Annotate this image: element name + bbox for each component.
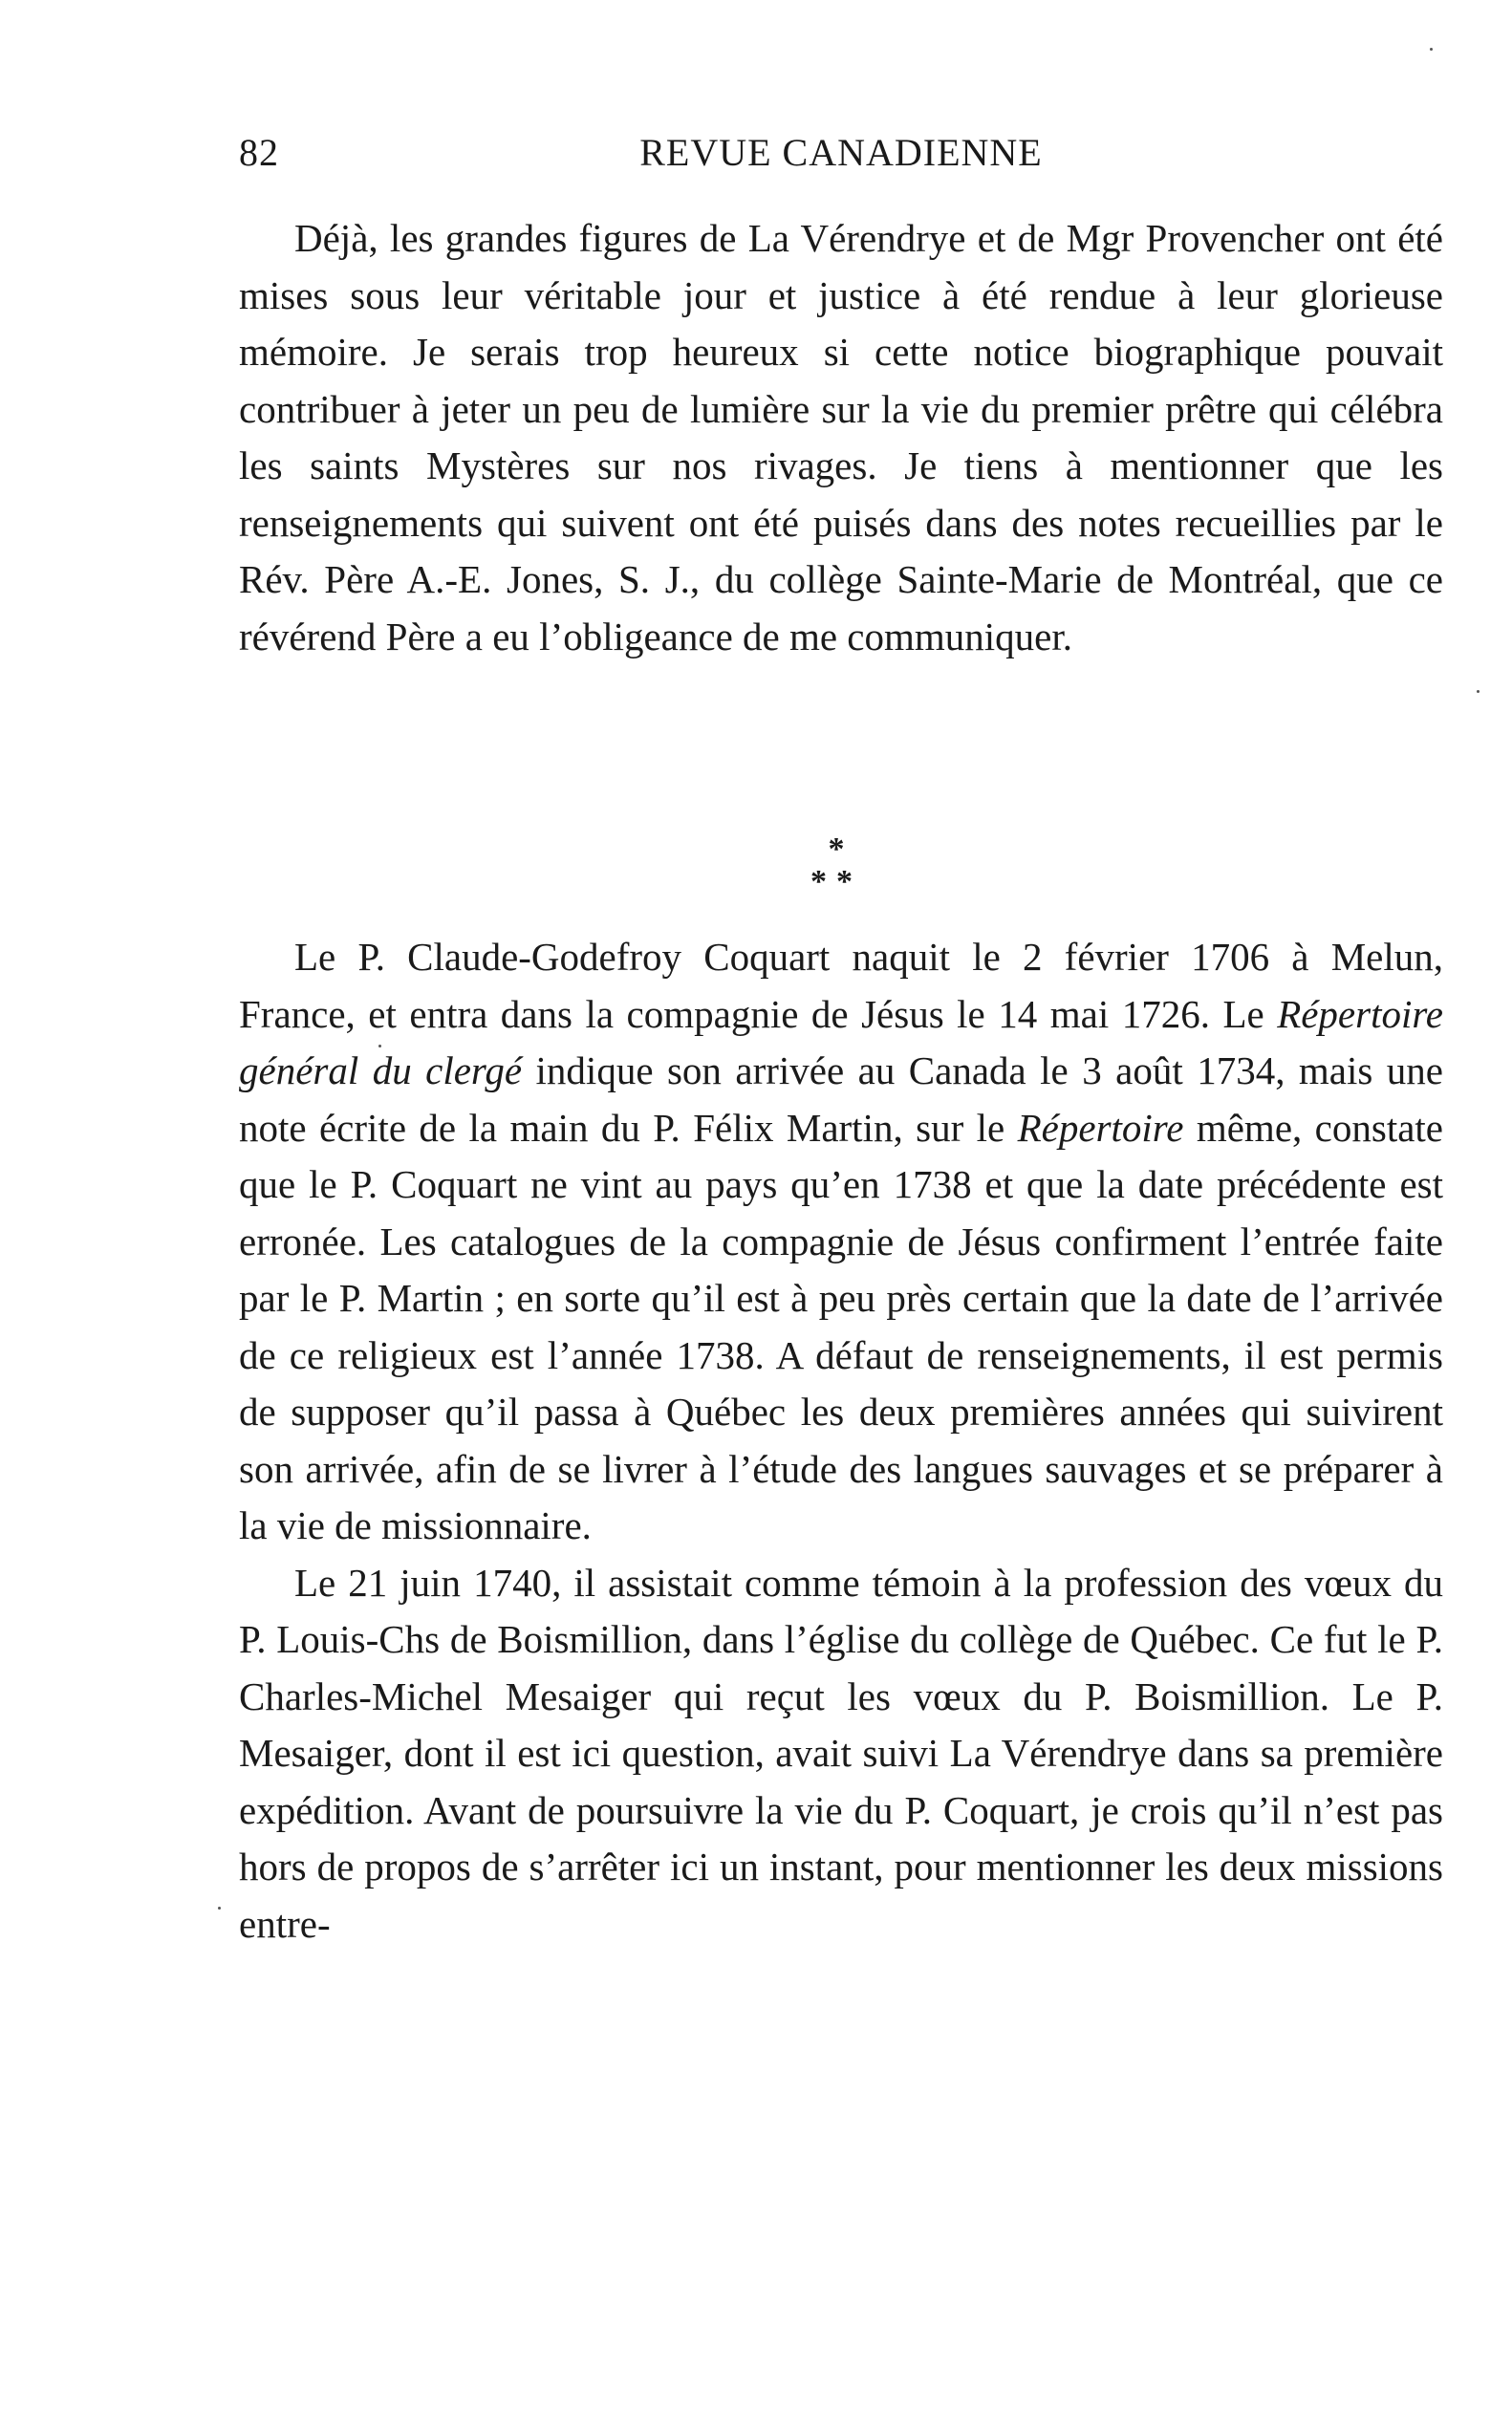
paragraph-2-text-1: Le P. Claude-Godefroy Coquart naquit le 2 février 1706 à Melun, France, et entra dans la compagnie de Jésus le 14 mai 1726. Le xyxy=(239,935,1443,1036)
italic-title-repertoire: Répertoire xyxy=(1017,1105,1184,1150)
paragraph-1: Déjà, les grandes figures de La Vérendrye et de Mgr Provencher ont été mises sous leur véritable jour et justice à été rendue à leur glorieuse mémoire. Je serais trop heureux si cette notice biographique pouvait contribuer à jeter un peu de lumière sur la vie du premier prêtre qui célébra les saints Mystères sur nos rivages. Je tiens à mentionner que les renseignements qui suivent ont été puisés dans des notes recueillies par le Rév. Père A.-E. Jones, S. J., du collège Sainte-Marie de Montréal, que ce révérend Père a eu l’obligeance de me communiquer. xyxy=(239,216,1443,658)
paragraph-3: Le 21 juin 1740, il assistait comme témoin à la profession des vœux du P. Louis-Chs de Boismillion, dans l’église du collège de Québec. Ce fut le P. Charles-Michel Mesaiger qui reçut les vœux du P. Boismillion. Le P. Mesaiger, dont il est ici question, avait suivi La Vérendrye dans sa première expédition. Avant de poursuivre la vie du P. Coquart, je crois qu’il n’est pas hors de propos de s’arrêter ici un instant, pour mentionner les deux missions entre- xyxy=(239,1560,1443,1946)
paragraph-2-text-3: même, constate que le P. Coquart ne vint au pays qu’en 1738 et que la date précédente est erronée. Les catalogues de la compagnie de Jésus confirment l’entrée faite par le P. Martin ; en sorte qu’il est à peu près certain que la date de l’arrivée de ce religieux est l’année 1738. A défaut de renseignements, il est permis de supposer qu’il passa à Québec les deux premières années qui suivirent son arrivée, afin de se livrer à l’étude des langues sauvages et se préparer à la vie de missionnaire. xyxy=(239,1105,1443,1547)
journal-title: REVUE CANADIENNE xyxy=(639,131,1043,174)
running-head xyxy=(239,124,1443,182)
asterism-top: * xyxy=(828,831,845,867)
text-block-lower xyxy=(239,929,1443,1953)
paragraph-2-text-2: indique son arrivée au Canada le 3 août 1734, mais une note écrite de la main du P. Félix Martin, sur le xyxy=(239,1048,1443,1150)
paper-speck xyxy=(1430,48,1433,51)
italic-title-repertoire-general: Répertoire général du clergé xyxy=(239,991,1443,1092)
paper-speck xyxy=(218,1907,221,1910)
paper-speck xyxy=(378,1045,381,1047)
paragraph-2 xyxy=(239,929,1443,1555)
page-number: 82 xyxy=(239,131,279,174)
asterism-separator xyxy=(784,833,889,900)
asterism-bottom: ** xyxy=(810,864,862,899)
text-block-upper xyxy=(239,210,1443,665)
paper-speck xyxy=(1477,690,1480,693)
